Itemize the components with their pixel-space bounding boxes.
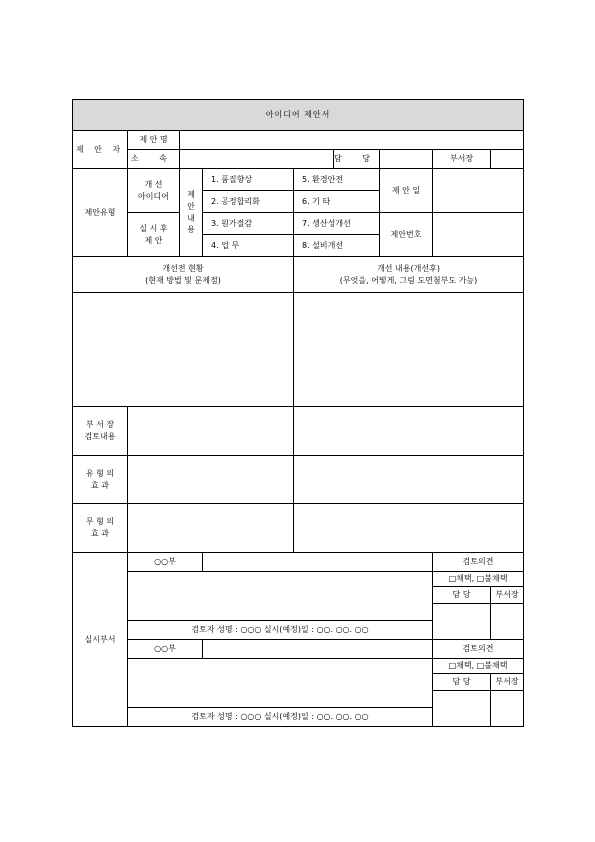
impl-footer: 검토자 성명 : ○○○ 실시(예정)일 : ○○. ○○. ○○ bbox=[128, 621, 433, 640]
type-option-environment[interactable]: 5. 환경안전 bbox=[294, 169, 380, 191]
impl-manager-sign[interactable] bbox=[433, 604, 491, 640]
adopt-choice[interactable]: □채택, □불채택 bbox=[433, 572, 524, 587]
proposal-form bbox=[72, 99, 524, 727]
type-option-productivity[interactable]: 7. 생산성개선 bbox=[294, 213, 380, 235]
after-status-header bbox=[294, 257, 524, 293]
idea-label: 개 선 아이디어 bbox=[128, 169, 180, 213]
impl-head-label: 부서장 bbox=[491, 587, 524, 604]
type-option-process[interactable]: 2. 공정합리화 bbox=[203, 191, 294, 213]
intangible-effect-field-right[interactable] bbox=[294, 504, 524, 553]
impl-dept-field-2[interactable] bbox=[203, 640, 433, 659]
tangible-effect-label: 유 형 의 효 과 bbox=[73, 456, 128, 504]
head-review-label: 부 서 장 검토내용 bbox=[73, 407, 128, 456]
impl-dept-name-2: ○○부 bbox=[128, 640, 203, 659]
manager-label: 담 당 bbox=[334, 150, 380, 169]
impl-dept-name: ○○부 bbox=[128, 553, 203, 572]
impl-manager-sign-2[interactable] bbox=[433, 691, 491, 727]
proposer-label: 제 안 자 bbox=[73, 131, 128, 169]
impl-head-sign-2[interactable] bbox=[491, 691, 524, 727]
tangible-effect-field-left[interactable] bbox=[128, 456, 294, 504]
after-status-title: 개선 내용(개선후) bbox=[377, 263, 440, 273]
impl-head-sign[interactable] bbox=[491, 604, 524, 640]
intangible-effect-field-left[interactable] bbox=[128, 504, 294, 553]
after-status-subtitle: (무엇을, 어떻게, 그림 도면첨부도 가능) bbox=[339, 275, 478, 285]
proposal-date-field[interactable] bbox=[433, 169, 524, 213]
proposal-number-field[interactable] bbox=[433, 213, 524, 257]
type-option-equipment[interactable]: 8. 설비개선 bbox=[294, 235, 380, 257]
impl-manager-label: 담 당 bbox=[433, 587, 491, 604]
proposal-content-label: 제 안 내 용 bbox=[180, 169, 203, 257]
before-status-header bbox=[73, 257, 294, 293]
impl-head-label-2: 부서장 bbox=[491, 674, 524, 691]
implementation-dept-label: 실시부서 bbox=[73, 553, 128, 727]
impl-manager-label-2: 담 당 bbox=[433, 674, 491, 691]
type-option-quality[interactable]: 1. 품질향상 bbox=[203, 169, 294, 191]
before-status-title: 개선전 현황 bbox=[162, 263, 204, 273]
tangible-effect-field-right[interactable] bbox=[294, 456, 524, 504]
dept-head-label: 부서장 bbox=[433, 150, 491, 169]
dept-head-sign-field[interactable] bbox=[491, 150, 524, 169]
department-field[interactable] bbox=[180, 150, 334, 169]
implementation-proposal-label: 실 시 후 제 안 bbox=[128, 213, 180, 257]
type-option-work[interactable]: 4. 업 무 bbox=[203, 235, 294, 257]
head-review-field-right[interactable] bbox=[294, 407, 524, 456]
impl-content-field[interactable] bbox=[128, 572, 433, 621]
impl-footer-2: 검토자 성명 : ○○○ 실시(예정)일 : ○○. ○○. ○○ bbox=[128, 708, 433, 727]
page-title: 아이디어 제안서 bbox=[73, 100, 524, 131]
after-status-field[interactable] bbox=[294, 293, 524, 407]
proposal-date-label: 제 안 일 bbox=[380, 169, 433, 213]
manager-sign-field[interactable] bbox=[380, 150, 433, 169]
before-status-subtitle: (현재 방법 및 문제점) bbox=[145, 275, 221, 285]
impl-dept-field[interactable] bbox=[203, 553, 433, 572]
type-option-other[interactable]: 6. 기 타 bbox=[294, 191, 380, 213]
proposal-type-label: 제안유형 bbox=[73, 169, 128, 257]
review-opinion-label-2: 검토의견 bbox=[433, 640, 524, 659]
adopt-choice-2[interactable]: □채택, □불채택 bbox=[433, 659, 524, 674]
head-review-field-left[interactable] bbox=[128, 407, 294, 456]
impl-content-field-2[interactable] bbox=[128, 659, 433, 708]
proposal-name-field[interactable] bbox=[180, 131, 524, 150]
intangible-effect-label: 무 형 의 효 과 bbox=[73, 504, 128, 553]
proposal-name-label: 제 안 명 bbox=[128, 131, 180, 150]
type-option-cost[interactable]: 3. 원가절감 bbox=[203, 213, 294, 235]
department-label: 소 속 bbox=[128, 150, 180, 169]
review-opinion-label: 검토의견 bbox=[433, 553, 524, 572]
before-status-field[interactable] bbox=[73, 293, 294, 407]
proposal-number-label: 제안번호 bbox=[380, 213, 433, 257]
